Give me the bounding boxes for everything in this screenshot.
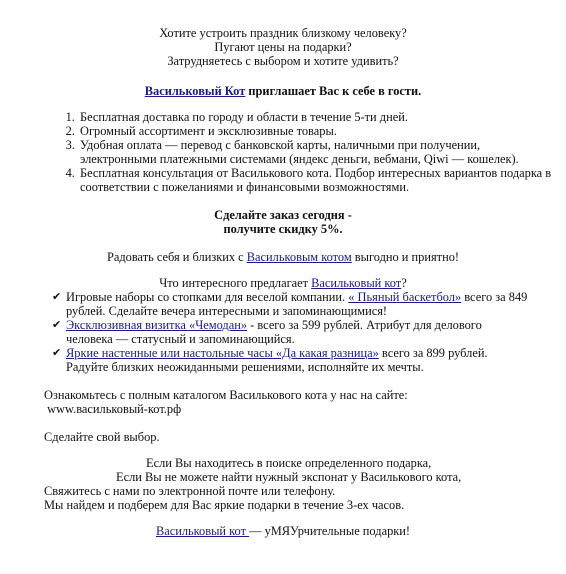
offer-line-1: Сделайте заказ сегодня - bbox=[214, 208, 352, 222]
intro-line-3: Затрудняетесь с выбором и хотите удивить? bbox=[167, 54, 399, 68]
feature-item: 1. Бесплатная доставка по городу и области в течение 5-ти дней. bbox=[78, 110, 558, 124]
features-list bbox=[48, 110, 558, 194]
feature-item: 2. Огромный ассортимент и эксклюзивные товары. bbox=[78, 124, 558, 138]
checkmark-icon: ✔ bbox=[52, 290, 62, 303]
intro-line-2: Пугают цены на подарки? bbox=[214, 40, 352, 54]
invite-text: приглашает Вас к себе в гости. bbox=[245, 84, 422, 98]
catalog-block bbox=[44, 388, 408, 416]
offer-heading bbox=[0, 208, 566, 236]
choice-text: Сделайте свой выбор. bbox=[44, 430, 160, 444]
intro-line-1: Хотите устроить праздник близкому человеку? bbox=[159, 26, 407, 40]
checkmark-icon: ✔ bbox=[52, 318, 62, 331]
brand-link-joy[interactable]: Васильковым котом bbox=[246, 250, 352, 264]
joy-text-after: выгодно и приятно! bbox=[351, 250, 460, 264]
search-block bbox=[44, 456, 524, 512]
invite-heading bbox=[0, 84, 566, 98]
product-link-clock[interactable]: Яркие настенные или настольные часы «Да какая разница» bbox=[66, 346, 379, 360]
product-link-basketball[interactable]: « Пьяный баскетбол» bbox=[348, 290, 462, 304]
search-line-4: Мы найдем и подберем для Вас яркие подарки в течение 3-ех часов. bbox=[44, 498, 405, 512]
catalog-text: Ознакомьтесь с полным каталогом Василькового кота у нас на сайте: bbox=[44, 388, 408, 402]
product-item bbox=[48, 318, 528, 346]
product-item bbox=[48, 346, 528, 374]
brand-link-footer[interactable]: Васильковый кот bbox=[155, 524, 250, 538]
search-line-3: Свяжитесь с нами по электронной почте или телефону. bbox=[44, 484, 336, 498]
feature-item: 4. Бесплатная консультация от Василькового кота. Подбор интересных вариантов подарка в соответствии с пожеланиями и финансовыми возможностями. bbox=[78, 166, 558, 194]
interesting-line bbox=[0, 276, 566, 290]
offer-line-2: получите скидку 5%. bbox=[223, 222, 343, 236]
product-text-before: Игровые наборы со стопками для веселой компании. bbox=[66, 290, 349, 304]
product-text-after: всего за 899 рублей. Радуйте близких неожиданными решениями, исполняйте их мечты. bbox=[66, 346, 488, 374]
product-item bbox=[48, 290, 528, 318]
feature-item: 3. Удобная оплата — перевод с банковской карты, наличными при получении, электронными платежными системами (яндекс деньги, вебмани, Qiwi — кошелек). bbox=[78, 138, 558, 166]
catalog-site: www.васильковый-кот.рф bbox=[44, 402, 182, 416]
joy-line bbox=[0, 250, 566, 264]
product-text-after: всего за 849 рублей. Сделайте вечера интересными и запоминающимися! bbox=[66, 290, 528, 318]
product-link-suitcase[interactable]: Эксклюзивная визитка «Чемодан» bbox=[66, 318, 248, 332]
intro-questions bbox=[0, 26, 566, 68]
brand-link[interactable]: Васильковый Кот bbox=[144, 84, 246, 98]
search-line-1: Если Вы находитесь в поиске определенного подарка, bbox=[146, 456, 432, 470]
products-list bbox=[48, 290, 528, 374]
joy-text-before: Радовать себя и близких с bbox=[106, 250, 247, 264]
footer-line bbox=[0, 524, 566, 538]
footer-tagline: — уМЯУрчительные подарки! bbox=[249, 524, 411, 538]
interesting-text-before: Что интересного предлагает bbox=[159, 276, 312, 290]
search-line-2: Если Вы не можете найти нужный экспонат у Василькового кота, bbox=[116, 470, 462, 484]
interesting-text-after: ? bbox=[401, 276, 407, 290]
product-text-after: - всего за 599 рублей. Атрибут для делового человека — статусный и запоминающийся. bbox=[66, 318, 482, 346]
brand-link-interesting[interactable]: Васильковый кот bbox=[311, 276, 402, 290]
checkmark-icon: ✔ bbox=[52, 346, 62, 359]
